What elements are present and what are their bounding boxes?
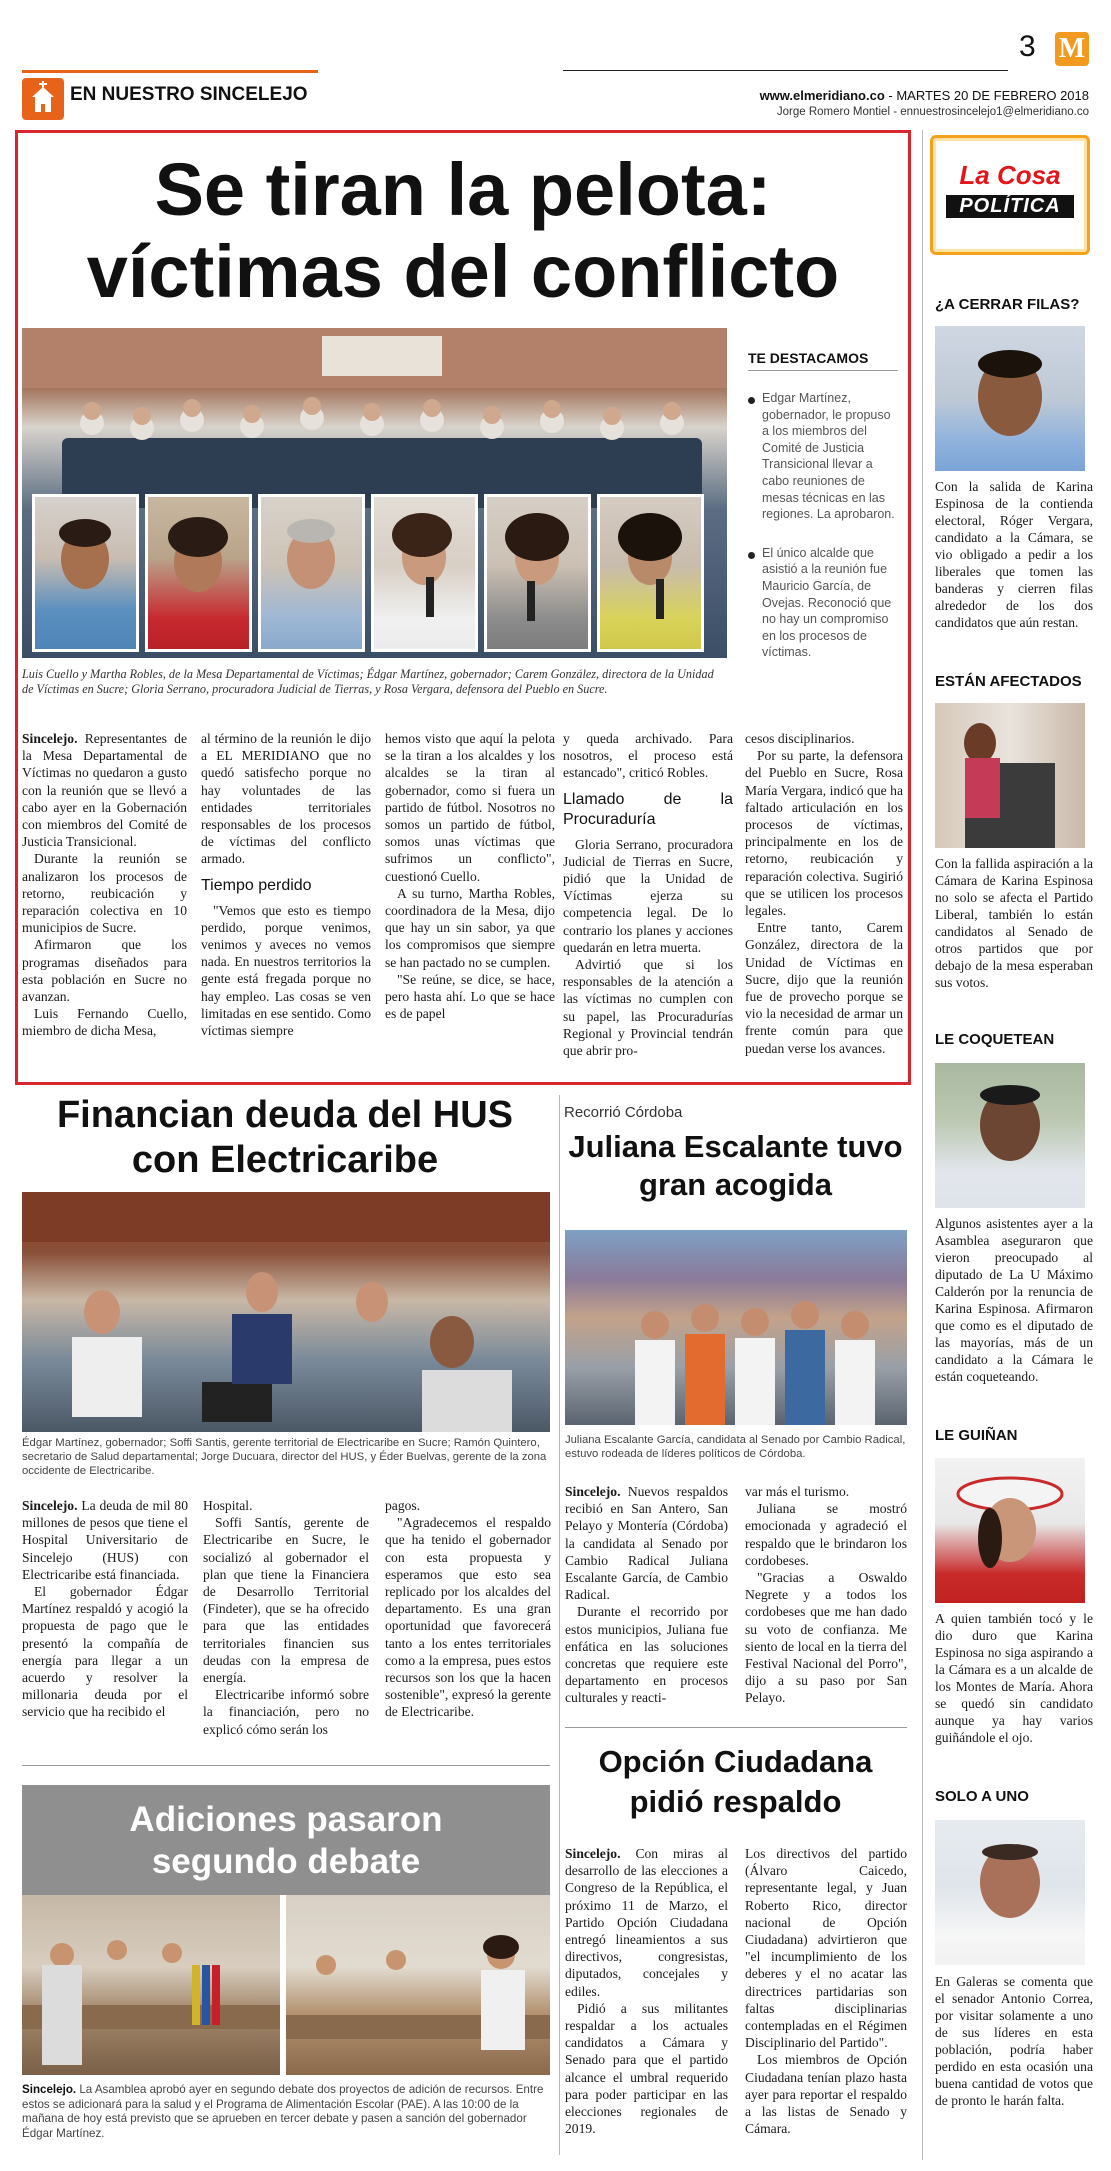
adiciones-caption (22, 2083, 550, 2141)
paragraph: Representantes de la Mesa Departamental de Víctimas no quedaron a gusto con la reunión que se llevó a cabo ayer en la Gobernación con miembros del Comité de Justicia Transicional. (22, 731, 187, 850)
header-rule-right (563, 70, 1008, 71)
logo-line-1: La Cosa (959, 160, 1061, 190)
sidebar-photo-karina-espinosa (935, 1458, 1085, 1603)
sidebar-divider (922, 130, 923, 2160)
portrait-luis-cuello (32, 494, 139, 652)
section-title: EN NUESTRO SINCELEJO (70, 84, 308, 105)
caption-text: La Asamblea aprobó ayer en segundo debate dos proyectos de adición de recursos. Entre estos se adicionará para la salud y el Programa de Alimentación Escolar (PAE). A las 10:00 de la mañana de hoy está previsto que se aprueben en tercer debate y pasen a sanción del gobernador Édgar Martínez. (22, 2083, 544, 2140)
paragraph: Juliana se mostró emocionada y agradeció el respaldo que le brindaron los cordobeses. (745, 1501, 907, 1568)
section-divider (565, 1727, 907, 1728)
sidebar-text-2: Con la fallida aspiración a la Cámara de Karina Espinosa no solo se afecta el Partido Liberal, también lo están candidatos al Senado de otros partidos que por debajo de la mesa esperaban sus votos. (935, 856, 1093, 990)
paragraph: Con miras al desarrollo de las elecciones a Congreso de la República, el próximo 11 de Marzo, el Partido Opción Ciudadana entregó lineamientos a sus directivos, congresistas, diputados, concejales y ediles. (565, 1846, 728, 1999)
header-author (777, 106, 1089, 118)
paragraph: Por su parte, la defensora del Pueblo en Sucre, Rosa María Vergara, indicó que ha faltado articulación en los procesos de víctimas, principalmente en los de retorno, reubicación y reparación colectiva. Sugirió que se utilicen los procesos legales. (745, 748, 903, 919)
sidebar-photo-antonio-correa (935, 1820, 1085, 1965)
juliana-photo-caption: Juliana Escalante García, candidata al Senado por Cambio Radical, estuvo rodeada de líderes políticos de Córdoba. (565, 1434, 906, 1460)
lead-headline-line1: Se tiran la pelota: (154, 148, 772, 231)
adiciones-photo-left (22, 1895, 280, 2075)
sidebar-photo-ballot (935, 703, 1085, 848)
paragraph: "Agradecemos el respaldo que ha tenido el gobernador con esta propuesta y esperamos que esto sea replicado por los alcaldes del departamento. Es una gran oportunidad que favorecerá tanto a los entes territoriales como a la empresa, pues estos recursos son los que la hacen sostenible", expresó la gerente de Electricaribe. (385, 1515, 551, 1720)
author-email[interactable]: - ennuestrosincelejo1@elmeridiano.co (890, 106, 1089, 118)
sidebar-text-3: Algunos asistentes ayer a la Asamblea aseguraron que vieron preocupado al diputado de La U Máximo Calderón por la renuncia de Karina Espinosa. Afirmaron que como es el diputado de las mayorías, más de un candidato a la Cámara le están coqueteando. (935, 1216, 1093, 1384)
portrait-gloria-serrano (484, 494, 591, 652)
paragraph: Afirmaron que los programas diseñados para esta población en Sucre no avanzan. (22, 937, 187, 1005)
portrait-edgar-martinez (258, 494, 365, 652)
author-name: Jorge Romero Montiel (776, 106, 891, 118)
lead-col-5 (745, 730, 903, 1057)
logo-line-2: POLÍTICA (946, 195, 1074, 218)
section-divider (22, 1765, 550, 1766)
paragraph: Durante la reunión se analizaron los procesos de retorno, reubicación y reparación colectiva en 10 municipios de Sucre. (22, 851, 187, 936)
logo-m: M (1055, 32, 1089, 66)
dateline: Sincelejo. (22, 731, 78, 746)
paragraph: Luis Fernando Cuello, miembro de dicha Mesa, (22, 1006, 187, 1039)
highlight-title: TE DESTACAMOS (748, 350, 898, 371)
cosa-politica-logo (930, 135, 1090, 255)
caption-lead: Sincelejo. (22, 2083, 77, 2096)
adiciones-photo-right (286, 1895, 550, 2075)
header-rule-left (22, 70, 318, 73)
opcion-col-2 (745, 1845, 907, 2137)
hus-col-1 (22, 1497, 188, 1721)
sidebar-heading-5: SOLO A UNO (935, 1788, 1029, 1805)
paragraph: y queda archivado. Para nosotros, el proceso está estancado", criticó Robles. (563, 731, 733, 781)
paragraph: cesos disciplinarios. (745, 731, 855, 746)
juliana-col-2 (745, 1483, 907, 1707)
date-text: - MARTES 20 DE FEBRERO 2018 (884, 88, 1089, 103)
subhead: Tiempo perdido (201, 876, 312, 894)
lead-col-2 (201, 730, 371, 1039)
sidebar-heading-4: LE GUIÑAN (935, 1427, 1018, 1444)
column-divider (559, 1095, 560, 2155)
page-number: 3 (1019, 30, 1036, 63)
paragraph: "Gracias a Oswaldo Negrete y a todos los cordobeses que me han dado su voto de confianza. Me siento de local en la tierra del Festival Nacional del Porro", dijo a su paso por San Pelayo. (745, 1570, 907, 1706)
paragraph: Entre tanto, Carem González, directora de la Unidad de Víctimas en Sucre, dijo que la reunión fue de provecho porque se vio la necesidad de armar un frente común para que puedan verse los avances. (745, 920, 903, 1056)
sidebar-text-5: En Galeras se comenta que el senador Antonio Correa, por visitar solamente a uno de sus líderes en esta población, podría haber perdido en esta ocasión una buena cantidad de votos que de pronto le harán falta. (935, 1974, 1093, 2108)
paragraph: El gobernador Édgar Martínez respaldó y acogió la propuesta de pago que le presentó la compañía de energía para llegar a un acuerdo y resolver la millonaria deuda por el servicio que ha recibido el (22, 1584, 188, 1720)
paragraph: Nuevos respaldos recibió en San Antero, San Pelayo y Montería (Córdoba) la candidata al Senado por Cambio Radical Juliana Escalante García, de Cambio Radical. (565, 1484, 728, 1603)
paragraph: Pidió a sus militantes respaldar a los actuales candidatos a Cámara y Senado para que el partido alcance el umbral requerido para poder participar en las elecciones regionales de 2019. (565, 2000, 728, 2137)
sidebar-heading-1: ¿A CERRAR FILAS? (935, 296, 1080, 313)
paragraph: Advirtió que si los responsables de la atención a las víctimas no cumplen con su papel, las Procuradurías Regional y Provincial tendrán que abrir pro- (563, 957, 733, 1059)
paragraph: Hospital. (203, 1498, 253, 1513)
paragraph: "Se reúne, se dice, se hace, pero hasta ahí. Lo que se hace es de papel (385, 971, 555, 1022)
sidebar-heading-3: LE COQUETEAN (935, 1031, 1055, 1048)
hus-meeting-photo (22, 1192, 550, 1432)
subhead: Llamado de la Procuraduría (563, 790, 733, 828)
portrait-martha-robles (145, 494, 252, 652)
paragraph: Gloria Serrano, procuradora Judicial de Tierras en Sucre, pidió que la Unidad de Víctimas ejerza su competencia legal. De lo contrario los planes y acciones quedarán en letra muerta. (563, 836, 733, 955)
lead-col-3 (385, 730, 555, 1022)
church-icon (22, 78, 64, 120)
hus-col-2 (203, 1497, 369, 1738)
sidebar-heading-2: ESTÁN AFECTADOS (935, 673, 1082, 690)
juliana-crowd-photo (565, 1230, 907, 1425)
paragraph: var más el turismo. (745, 1484, 850, 1499)
paragraph: al término de la reunión le dijo a EL MERIDIANO que no quedó satisfecho porque no hay voluntades de las entidades territoriales responsables de los procesos de víctimas del conflicto armado. (201, 731, 371, 867)
highlight-item: El único alcalde que asistió a la reunión fue Mauricio García, de Ovejas. Reconoció que no hay un compromiso en los procesos de víctimas. (748, 545, 898, 661)
sidebar-photo-roger-vergara (935, 326, 1085, 471)
juliana-kicker: Recorrió Córdoba (564, 1104, 683, 1121)
paragraph: Electricaribe informó sobre la financiación, pero no explicó cómo serán los (203, 1687, 369, 1737)
portrait-rosa-vergara (597, 494, 704, 652)
juliana-col-1 (565, 1483, 728, 1707)
juliana-headline: Juliana Escalante tuvo gran acogida (568, 1129, 903, 1202)
adiciones-banner: Adiciones pasaron segundo debate (22, 1785, 550, 1895)
sidebar-text-4: A quien también tocó y le dio duro que Karina Espinosa no siga aspirando a la Cámara es a un alcalde de los Montes de María. Ahora se quedó sin candidato aunque ya hay varios guiñándole el ojo. (935, 1611, 1093, 1745)
highlight-box (748, 390, 898, 683)
paragraph: La deuda de mil 80 millones de pesos que tiene el Hospital Universitario de Sincelejo (HUS) con Electricaribe está financiada. (22, 1498, 188, 1582)
hus-col-3 (385, 1497, 551, 1721)
lead-photo-caption: Luis Cuello y Martha Robles, de la Mesa Departamental de Víctimas; Édgar Martínez, gobernador; Carem González, directora de la Unidad de Víctimas en Sucre; Gloria Serrano, procuradora Judicial de Tierras, y Rosa Vergara, defensora del Pueblo en Sucre. (22, 667, 714, 697)
paragraph: pagos. (385, 1498, 421, 1513)
paragraph: Soffi Santís, gerente de Electricaribe en Sucre, le socializó al gobernador el plan que tiene la Financiera de Desarrollo Territorial (Findeter), que se ha ofrecido para que las entidades territoriales financien sus deudas con la empresa de energía. (203, 1515, 369, 1686)
dateline: Sincelejo. (565, 1484, 621, 1499)
paragraph: Los directivos del partido (Álvaro Caicedo, representante legal, y Juan Roberto Rico, director nacional de Opción Ciudadana) advirtieron que "el incumplimiento de los deberes y el no acatar las directrices partidarias son faltas disciplinarias contempladas en el Régimen Disciplinario del Partido". (745, 1846, 907, 2051)
portrait-carem-gonzalez (371, 494, 478, 652)
dateline: Sincelejo. (22, 1498, 78, 1513)
paragraph: A su turno, Martha Robles, coordinadora de la Mesa, dijo que hay un sin sabor, ya que los compromisos que siempre se han pactado no se cumplen. (385, 885, 555, 970)
hus-photo-caption: Édgar Martínez, gobernador; Soffi Santis, gerente territorial de Electricaribe en Sucre; Ramón Quintero, secretario de Salud departamental; Jorge Ducuara, director del HUS, y Éder Buelvas, gerente de la zona occidente de Electricaribe. (22, 1437, 547, 1477)
opcion-headline: Opción Ciudadana pidió respaldo (598, 1744, 873, 1819)
opcion-col-1 (565, 1845, 728, 2137)
paragraph: Durante el recorrido por estos municipios, Juliana fue enfática en las soluciones concretas que requiere este departamento en procesos culturales y reacti- (565, 1604, 728, 1706)
sidebar-photo-maximo-calderon (935, 1063, 1085, 1208)
lead-headline-line2: víctimas del conflicto (86, 230, 840, 313)
paragraph: "Vemos que esto es tiempo perdido, porque venimos, venimos y aveces no vemos nada. En nuestros territorios la gente está fregada porque no hay empleo. Las cosas se ven limitadas en ese sentido. Como víctimas siempre (201, 902, 371, 1039)
dateline: Sincelejo. (565, 1846, 621, 1861)
paragraph: Los miembros de Opción Ciudadana tenían plazo hasta ayer para reportar el respaldo a las listas de Senado y Cámara. (745, 2052, 907, 2137)
lead-col-1 (22, 730, 187, 1040)
paragraph: hemos visto que aquí la pelota se la tiran a los alcaldes y los alcaldes se la tiran al gobernador, como si fuera un partido de fútbol. Nosotros no somos un partido de fútbol, somos unas víctimas que sufrimos un conflicto", cuestionó Cuello. (385, 731, 555, 884)
sidebar-text-1: Con la salida de Karina Espinosa de la contienda electoral, Róger Vergara, candidato a la Cámara, se vio obligado a pedir a los liberales que tomen las banderas y cierren filas alrededor de los dos candidatos que aún restan. (935, 479, 1093, 630)
site-url[interactable]: www.elmeridiano.co (759, 88, 885, 103)
header-dateline (760, 88, 1089, 103)
lead-col-4 (563, 730, 733, 1059)
highlight-item: Edgar Martínez, gobernador, le propuso a los miembros del Comité de Justicia Transicional llevar a cabo reuniones de mesas técnicas en las regiones. La aprobaron. (748, 390, 898, 523)
hus-headline: Financian deuda del HUS con Electricaribe (56, 1094, 514, 1181)
